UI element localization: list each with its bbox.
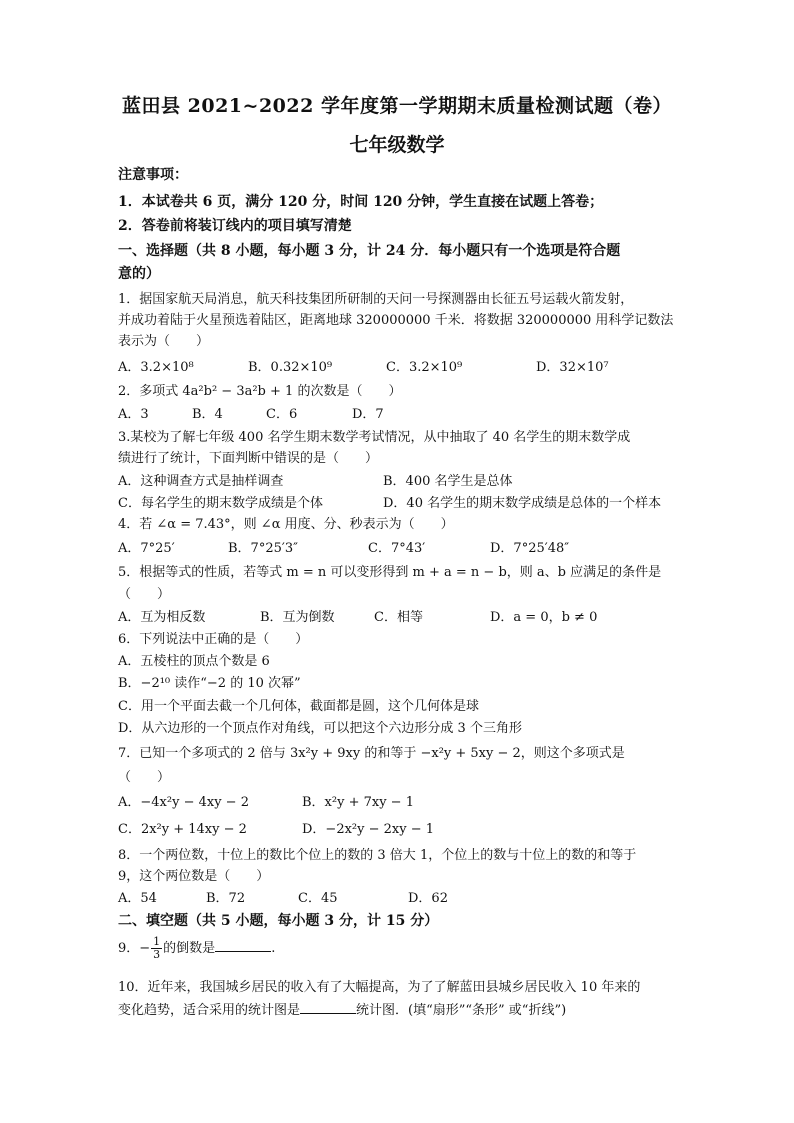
q3-option-c: C．每名学生的期末数学成绩是个体: [118, 496, 323, 511]
q2-option-a: A．3: [118, 407, 149, 422]
q7-option-b: B．x²y + 7xy − 1: [302, 795, 414, 810]
q9-fraction-numerator: 1: [153, 935, 161, 948]
q2-stem: 2．多项式 4a²b² − 3a²b + 1 的次数是（ ）: [118, 384, 402, 399]
q5-option-a: A．互为相反数: [118, 610, 206, 625]
q6-option-b: B．−2¹⁰ 读作“−2 的 10 次幂”: [118, 676, 301, 691]
notes-heading: 注意事项：: [118, 167, 188, 183]
q6-option-a: A．五棱柱的顶点个数是 6: [118, 654, 270, 669]
section1-heading: 一、选择题（共 8 小题，每小题 3 分，计 24 分．每小题只有一个选项是符合题: [118, 243, 621, 259]
q4-option-c: C．7°43′: [368, 541, 426, 556]
q8-option-c: C．45: [298, 891, 338, 906]
q2-option-b: B．4: [192, 407, 223, 422]
q1-stem-line2: 并成功着陆于火星预选着陆区，距离地球 320000000 千米．将数据 320000000 用科学记数法: [118, 313, 674, 328]
q4-option-b: B．7°25′3″: [228, 541, 298, 556]
q9-answer-blank[interactable]: [215, 939, 271, 952]
section1-heading-cont: 意的）: [118, 266, 160, 282]
q1-stem-line3: 表示为（ ）: [118, 334, 210, 349]
q6-option-c: C．用一个平面去截一个几何体，截面都是圆，这个几何体是球: [118, 699, 479, 714]
note-item-2: 2．答卷前将装订线内的项目填写清楚: [118, 218, 352, 234]
q10-suffix: 统计图．(填“扇形”“条形” 或“折线”): [356, 1003, 567, 1018]
section2-heading: 二、填空题（共 5 小题，每小题 3 分，计 15 分）: [118, 913, 439, 929]
q4-stem: 4．若 ∠α = 7.43°，则 ∠α 用度、分、秒表示为（ ）: [118, 517, 454, 532]
exam-subtitle: 七年级数学: [349, 134, 445, 156]
q5-option-d: D．a = 0，b ≠ 0: [490, 610, 598, 625]
q5-stem-line1: 5．根据等式的性质，若等式 m = n 可以变形得到 m + a = n − b，则 a、b 应满足的条件是: [118, 565, 662, 580]
q4-option-a: A．7°25′: [118, 541, 175, 556]
q7-stem-line2: （ ）: [118, 770, 171, 785]
q3-option-a: A．这种调查方式是抽样调查: [118, 474, 284, 489]
q5-option-c: C．相等: [374, 610, 423, 625]
exam-title: 蓝田县 2021~2022 学年度第一学期期末质量检测试题（卷）: [122, 95, 672, 117]
q9-stem: [118, 935, 275, 963]
q6-stem: 6．下列说法中正确的是（ ）: [118, 632, 309, 647]
q5-option-b: B．互为倒数: [260, 610, 335, 625]
q1-option-a: A．3.2×10⁸: [118, 360, 194, 375]
q2-option-d: D．7: [352, 407, 384, 422]
q7-option-c: C．2x²y + 14xy − 2: [118, 822, 247, 837]
q9-suffix: 的倒数是: [163, 941, 216, 956]
q3-option-b: B．400 名学生是总体: [383, 474, 513, 489]
q7-stem-line1: 7．已知一个多项式的 2 倍与 3x²y + 9xy 的和等于 −x²y + 5xy − 2，则这个多项式是: [118, 746, 625, 761]
q3-stem-line2: 绩进行了统计，下面判断中错误的是（ ）: [118, 451, 379, 466]
q6-option-d: D．从六边形的一个顶点作对角线，可以把这个六边形分成 3 个三角形: [118, 721, 522, 736]
q9-prefix: 9．−: [118, 941, 151, 956]
q9-end: .: [271, 941, 276, 956]
q3-stem-line1: 3.某校为了解七年级 400 名学生期末数学考试情况，从中抽取了 40 名学生的期末数学成: [118, 430, 631, 445]
q9-fraction: [151, 936, 162, 961]
q2-option-c: C．6: [266, 407, 298, 422]
q9-fraction-denominator: 3: [153, 948, 161, 961]
note-item-1: 1．本试卷共 6 页，满分 120 分，时间 120 分钟，学生直接在试题上答卷；: [118, 194, 604, 210]
q4-option-d: D．7°25′48″: [490, 541, 570, 556]
q10-answer-blank[interactable]: [300, 1001, 356, 1014]
q10-stem-line2: [118, 999, 566, 1018]
q7-option-a: A．−4x²y − 4xy − 2: [118, 795, 249, 810]
q1-option-d: D．32×10⁷: [536, 360, 609, 375]
q1-option-b: B．0.32×10⁹: [248, 360, 333, 375]
q7-option-d: D．−2x²y − 2xy − 1: [302, 822, 435, 837]
q8-stem-line1: 8．一个两位数，十位上的数比个位上的数的 3 倍大 1，个位上的数与十位上的数的和等于: [118, 848, 637, 863]
q3-option-d: D．40 名学生的期末数学成绩是总体的一个样本: [383, 496, 662, 511]
q1-stem-line1: 1．据国家航天局消息，航天科技集团所研制的天问一号探测器由长征五号运载火箭发射，: [118, 292, 634, 307]
q8-stem-line2: 9，这个两位数是（ ）: [118, 869, 270, 884]
q10-prefix: 变化趋势，适合采用的统计图是: [118, 1003, 301, 1018]
q8-option-d: D．62: [408, 891, 448, 906]
q8-option-a: A．54: [118, 891, 157, 906]
q8-option-b: B．72: [206, 891, 246, 906]
q1-option-c: C．3.2×10⁹: [386, 360, 463, 375]
q5-stem-line2: （ ）: [118, 587, 171, 602]
q10-stem-line1: 10．近年来，我国城乡居民的收入有了大幅提高，为了了解蓝田县城乡居民收入 10 年来的: [118, 980, 641, 995]
